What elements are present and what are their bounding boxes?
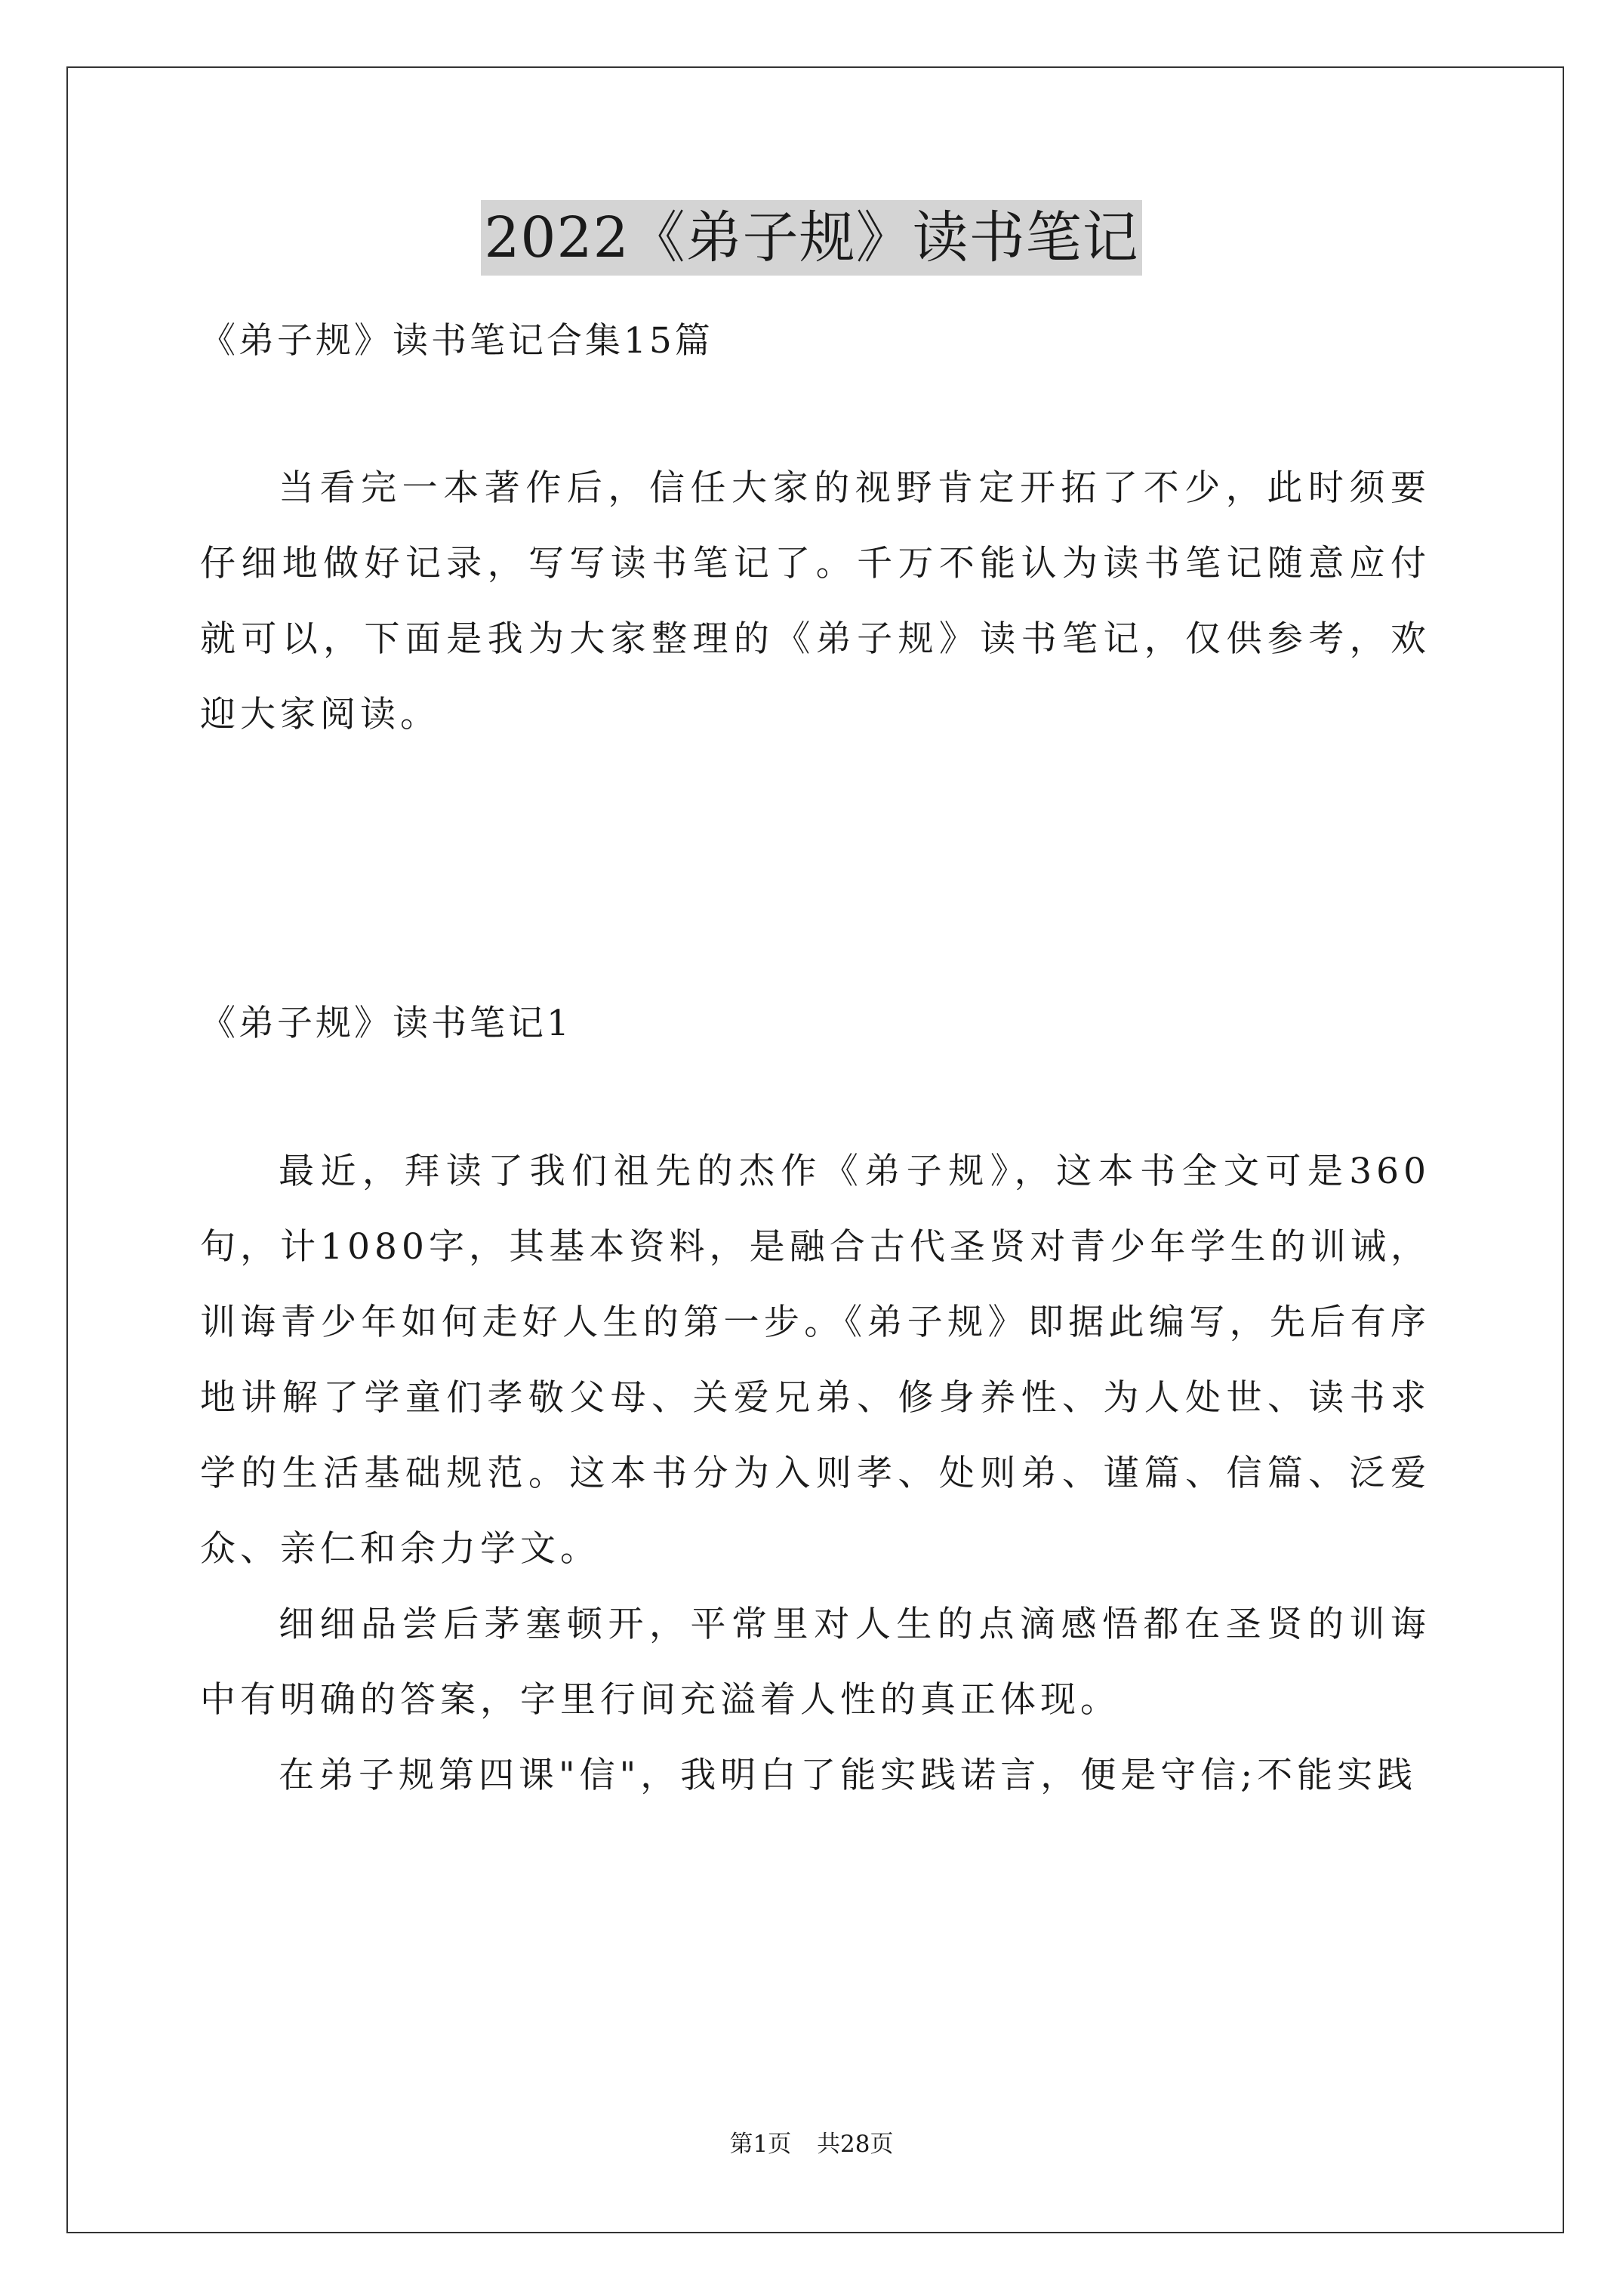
body-block xyxy=(200,1134,1431,1814)
title-container xyxy=(0,200,1623,276)
body-paragraph-3: 在弟子规第四课"信"，我明白了能实践诺言，便是守信;不能实践 xyxy=(279,1755,1418,1796)
page-number-current: 第1页 xyxy=(729,2131,792,2158)
page-footer xyxy=(0,2129,1623,2159)
document-title: 2022《弟子规》读书笔记 xyxy=(481,200,1141,276)
collection-heading: 《弟子规》读书笔记合集15篇 xyxy=(200,320,713,362)
intro-paragraph: 当看完一本著作后，信任大家的视野肯定开拓了不少，此时须要仔细地做好记录，写写读书笔记了。千万不能认为读书笔记随意应付就可以，下面是我为大家整理的《弟子规》读书笔记，仅供参考，欢迎大家阅读。 xyxy=(200,467,1431,735)
page-number-total: 共28页 xyxy=(817,2131,894,2158)
intro-block xyxy=(200,451,1431,753)
section-heading: 《弟子规》读书笔记1 xyxy=(200,1003,572,1044)
body-paragraph-2: 细细品尝后茅塞顿开，平常里对人生的点滴感悟都在圣贤的训诲中有明确的答案，字里行间充溢着人性的真正体现。 xyxy=(200,1604,1431,1721)
body-paragraph-1: 最近，拜读了我们祖先的杰作《弟子规》，这本书全文可是360句，计1080字，其基本资料，是融合古代圣贤对青少年学生的训诫，训诲青少年如何走好人生的第一步。《弟子规》即据此编写，先后有序地讲解了学童们孝敬父母、关爱兄弟、修身养性、为人处世、读书求学的生活基础规范。这本书分为入则孝、处则弟、谨篇、信篇、泛爱众、亲仁和余力学文。 xyxy=(200,1151,1431,1570)
